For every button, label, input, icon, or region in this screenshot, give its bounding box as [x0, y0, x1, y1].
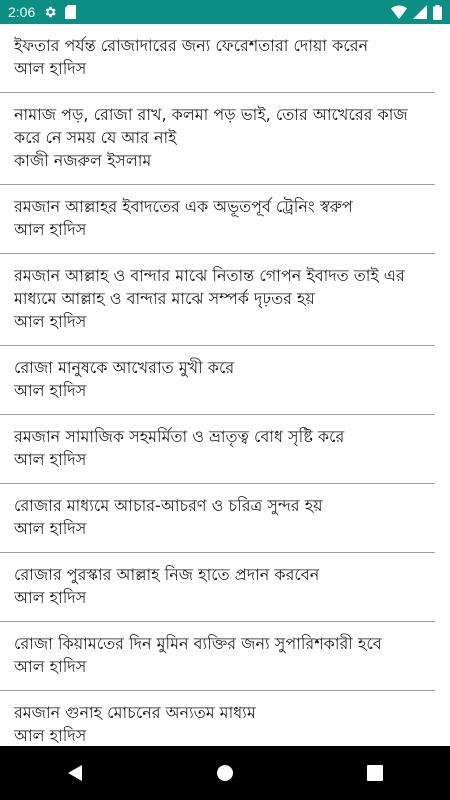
sd-card-icon [65, 5, 76, 19]
quote-text: রোজার মাধ্যমে আচার-আচরণ ও চরিত্র সুন্দর হয় [14, 496, 323, 515]
status-left [8, 4, 76, 20]
quote-author: আল হাদিস [14, 519, 87, 538]
quote-text: নামাজ পড়, রোজা রাখ, কলমা পড় ভাই, তোর আখেরের কাজ করে নে সময় যে আর নাই [14, 105, 408, 147]
quote-text: রমজান আল্লাহ ও বান্দার মাঝে নিতান্ত গোপন ইবাদত তাই এর মাধ্যমে আল্লাহ ও বান্দার মাঝে সম্পর্ক দৃঢ়তর হয় [14, 266, 405, 308]
back-button[interactable] [45, 746, 105, 800]
wifi-icon [391, 5, 407, 19]
navigation-bar [0, 746, 450, 800]
quote-author: আল হাদিস [14, 657, 87, 676]
quote-author: আল হাদিস [14, 381, 87, 400]
quote-author: আল হাদিস [14, 450, 87, 469]
list-item[interactable] [0, 484, 435, 553]
quote-text: রমজান সামাজিক সহমর্মিতা ও ভ্রাতৃত্ব বোধ সৃষ্টি করে [14, 427, 345, 446]
status-right [391, 5, 442, 20]
quote-text: রমজান আল্লাহর ইবাদতের এক অভূতপূর্ব ট্রেনিং স্বরুপ [14, 197, 353, 216]
list-item[interactable] [0, 553, 435, 622]
quote-text: রোজা কিয়ামতের দিন মুমিন ব্যক্তির জন্য সুপারিশকারী হবে [14, 634, 382, 653]
back-icon [66, 764, 84, 782]
quote-author: আল হাদিস [14, 312, 87, 331]
list-item[interactable] [0, 346, 435, 415]
home-icon [216, 764, 234, 782]
quote-list [0, 24, 450, 746]
list-item[interactable] [0, 691, 435, 746]
battery-icon [433, 5, 442, 20]
quote-text: রমজান গুনাহ মোচনের অন্যতম মাধ্যম [14, 703, 256, 722]
status-time: 2:06 [8, 4, 36, 20]
list-item[interactable] [0, 185, 435, 254]
quote-author: আল হাদিস [14, 220, 87, 239]
recents-icon [367, 765, 383, 781]
home-button[interactable] [195, 746, 255, 800]
status-bar [0, 0, 450, 24]
list-item[interactable] [0, 93, 435, 185]
signal-icon [413, 5, 427, 19]
quote-author: আল হাদিস [14, 726, 87, 745]
quote-text: রোজার পুরস্কার আল্লাহ নিজ হাতে প্রদান করবেন [14, 565, 320, 584]
list-item[interactable] [0, 254, 435, 346]
quote-author: আল হাদিস [14, 588, 87, 607]
list-item[interactable] [0, 622, 435, 691]
quote-author: আল হাদিস [14, 59, 87, 78]
quote-text: রোজা মানুষকে আখেরাত মুখী করে [14, 358, 235, 377]
quote-text: ইফতার পর্যন্ত রোজাদারের জন্য ফেরেশতারা দোয়া করেন [14, 36, 369, 55]
list-item[interactable] [0, 24, 435, 93]
recents-button[interactable] [345, 746, 405, 800]
list-item[interactable] [0, 415, 435, 484]
gear-icon [43, 5, 57, 19]
quote-author: কাজী নজরুল ইসলাম [14, 151, 152, 170]
